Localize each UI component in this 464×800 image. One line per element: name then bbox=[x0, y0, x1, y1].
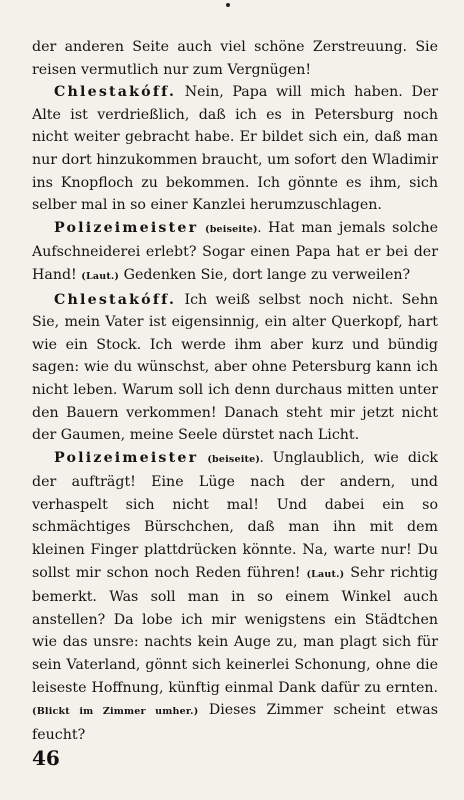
speech-text: Ich weiß selbst noch nicht. Sehn Sie, mein Vater ist eigensinnig, ein alter Querkopf, hart wie ein Stock. Ich werde ihm aber kurz und bündig sagen: wie du wünschst, aber ohne Petersburg kann ich nicht leben. Warum soll ich denn durchaus mitten unter den Bauern verkommen! Danach steht mir jetzt nicht der Gaumen, meine Seele dürstet nach Licht. bbox=[32, 291, 438, 444]
page-text bbox=[32, 36, 438, 746]
speech-text: Nein, Papa will mich haben. Der Alte ist verdrießlich, daß ich es in Petersburg noch nicht weiter gebracht habe. Er bildet sich ein, daß man nur dort hinzukommen braucht, um sofort den Wladimir ins Knopfloch zu bekommen. Ich gönnte es ihm, sich selber mal in so einer Kanzlei herumzuschlagen. bbox=[32, 84, 438, 214]
stage-direction: (Laut.) bbox=[81, 270, 120, 282]
speech-polizeimeister-2 bbox=[32, 447, 438, 747]
speaker-name: Chlestakóff. bbox=[54, 84, 177, 101]
speaker-name: Polizeimeister bbox=[54, 449, 199, 466]
speech-text: Unglaublich, wie dick der aufträgt! Eine Lüge nach der andern, und verhaspelt sich nicht mal! Und dabei ein so schmächtiges Bürschchen, daß man ihn mit dem kleinen Finger plattdrücken könnte. Na, warte nur! Du sollst mir schon noch Reden führen! bbox=[32, 449, 438, 581]
speech-text: Dieses Zimmer scheint etwas feucht? bbox=[32, 702, 438, 743]
paragraph-continuation: der anderen Seite auch viel schöne Zerstreuung. Sie reisen vermutlich nur zum Vergnügen! bbox=[32, 39, 438, 78]
stage-direction: (beiseite). bbox=[205, 223, 262, 235]
stage-direction: (Blickt im Zimmer umher.) bbox=[32, 706, 199, 718]
speech-text: Hat man jemals solche Aufschneiderei erlebt? Sogar einen Papa hat er bei der Hand! bbox=[32, 219, 439, 283]
stage-direction: (Laut.) bbox=[306, 568, 345, 580]
print-mark bbox=[226, 3, 230, 7]
page-number: 46 bbox=[32, 746, 60, 770]
speech-chlestakoff-1 bbox=[32, 81, 438, 217]
speech-polizeimeister-1 bbox=[32, 217, 438, 289]
speech-text: Sehr richtig bemerkt. Was soll man in so einem Winkel auch anstellen? Da lobe ich mir wenigstens ein Städtchen wie das unsre: nachts kein Auge zu, man plagt sich für sein Vaterland, gönnt sich keinerlei Schonung, ohne die leiseste Hoffnung, künftig einmal Dank dafür zu ernten. bbox=[32, 564, 438, 696]
speaker-name: Chlestakóff. bbox=[54, 291, 177, 308]
speech-text: Gedenken Sie, dort lange zu verweilen? bbox=[123, 266, 411, 283]
stage-direction: (beiseite). bbox=[207, 453, 264, 465]
speech-chlestakoff-2 bbox=[32, 289, 438, 447]
speaker-name: Polizeimeister bbox=[54, 219, 199, 236]
